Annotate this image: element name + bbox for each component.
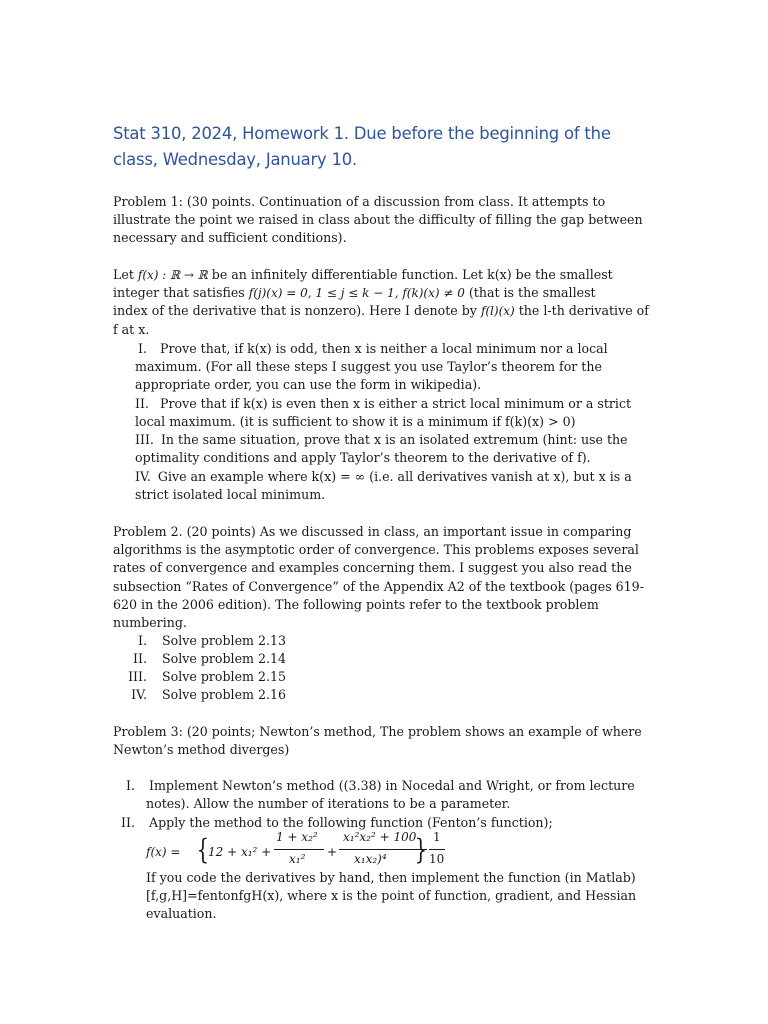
text: Solve problem 2.14 — [162, 651, 287, 666]
list-item-continuation: optimality conditions and apply Taylor’s theorem to the derivative of f). — [135, 450, 591, 465]
text: Apply the method to the following function (Fenton’s function); — [149, 815, 553, 830]
list-number: II. — [135, 396, 149, 411]
list-number: IV. — [131, 687, 147, 702]
fraction-denominator: x₁x₂)⁴ — [354, 852, 387, 866]
math-expression: f(l)(x) — [480, 304, 515, 319]
text-line: illustrate the point we raised in class about the difficulty of filling the gap between — [113, 212, 643, 228]
text-line — [113, 302, 658, 320]
text: integer that satisfies — [113, 285, 249, 301]
text-line — [113, 266, 658, 284]
problem1-intro — [113, 193, 658, 248]
list-item — [128, 632, 286, 650]
text-line: Newton’s method diverges) — [113, 742, 290, 758]
list-number: III. — [128, 669, 147, 684]
plus-sign: + — [327, 845, 338, 859]
text-line: Problem 1: (30 points. Continuation of a discussion from class. It attempts to — [113, 194, 606, 209]
list-item-continuation: notes). Allow the number of iterations to be a parameter. — [146, 796, 511, 811]
text: the l-th derivative of — [514, 303, 649, 319]
text: (that is the smallest — [464, 285, 596, 301]
text: Implement Newton’s method ((3.38) in Nocedal and Wright, or from lecture — [149, 778, 635, 793]
left-brace: { — [196, 833, 210, 866]
problem1-definition — [113, 266, 658, 339]
text-line: [f,g,H]=fentonfgH(x), where x is the point of function, gradient, and Hessian — [146, 888, 637, 904]
text: In the same situation, prove that x is an isolated extremum (hint: use the — [160, 432, 628, 447]
text-line: rates of convergence and examples concerning them. I suggest you also read the — [113, 560, 632, 576]
text: Solve problem 2.16 — [162, 687, 287, 702]
text-line: necessary and sufficient conditions). — [113, 230, 347, 246]
right-brace: } — [414, 833, 428, 866]
page-title — [113, 121, 658, 173]
text-line: Problem 2. (20 points) As we discussed in class, an important issue in comparing — [113, 524, 632, 539]
list-item — [113, 777, 635, 795]
fraction-numerator: 1 — [433, 830, 441, 844]
text: Solve problem 2.13 — [162, 633, 287, 648]
text: Let — [113, 267, 138, 282]
text-line: subsection “Rates of Convergence” of the Appendix A2 of the textbook (pages 619- — [113, 578, 644, 594]
list-item — [133, 340, 608, 358]
list-number: II. — [121, 815, 135, 830]
fraction-bar — [274, 849, 324, 850]
formula-lhs: f(x) = — [146, 845, 181, 859]
list-item — [113, 814, 553, 832]
text-line — [113, 284, 658, 302]
text: Prove that if k(x) is even then x is either a strict local minimum or a strict — [160, 396, 632, 411]
fraction-bar — [429, 849, 445, 850]
text: be an infinitely differentiable function. Let k(x) be the smallest — [207, 267, 613, 282]
list-item — [128, 668, 286, 686]
title-line: Stat 310, 2024, Homework 1. Due before the beginning of the — [113, 124, 611, 143]
math-expression: f(j)(x) = 0, 1 ≤ j ≤ k − 1, f(k)(x) ≠ 0 — [248, 286, 465, 301]
text-line: f at x. — [113, 321, 150, 337]
list-item — [133, 395, 631, 413]
fraction-denominator: x₁² — [289, 852, 306, 866]
list-number: II. — [133, 651, 147, 666]
list-item-continuation: local maximum. (it is sufficient to show it is a minimum if f(k)(x) > 0) — [135, 414, 576, 429]
text-line: Problem 3: (20 points; Newton’s method, The problem shows an example of where — [113, 724, 642, 739]
text-line: numbering. — [113, 615, 187, 631]
list-number: I. — [138, 341, 147, 356]
list-item-continuation: strict isolated local minimum. — [135, 487, 326, 502]
list-number: I. — [138, 633, 147, 648]
fraction-numerator: 1 + x₂² — [276, 830, 318, 844]
list-item — [128, 650, 286, 668]
list-item-continuation: maximum. (For all these steps I suggest you use Taylor’s theorem for the — [135, 359, 602, 374]
text: Give an example where k(x) = ∞ (i.e. all derivatives vanish at x), but x is a — [157, 469, 632, 484]
text-line: 620 in the 2006 edition). The following points refer to the textbook problem — [113, 596, 599, 612]
list-number: IV. — [135, 469, 151, 484]
list-item-continuation: appropriate order, you can use the form in wikipedia). — [135, 377, 482, 392]
list-item — [128, 686, 286, 704]
text: Prove that, if k(x) is odd, then x is neither a local minimum nor a local — [160, 341, 608, 356]
text-line: algorithms is the asymptotic order of convergence. This problems exposes several — [113, 542, 639, 558]
fenton-formula — [146, 832, 466, 874]
fraction-numerator: x₁²x₂² + 100 — [343, 830, 417, 844]
problem3-instructions — [146, 869, 656, 924]
list-item — [135, 431, 628, 449]
formula-term: 12 + x₁² + — [208, 845, 272, 859]
problem3-intro — [113, 723, 658, 759]
text: Solve problem 2.15 — [162, 669, 287, 684]
title-line: class, Wednesday, January 10. — [113, 150, 358, 169]
text-line: evaluation. — [146, 906, 217, 922]
list-item — [135, 468, 632, 486]
list-number: III. — [135, 432, 154, 447]
math-expression: f(x) : ℝ → ℝ — [137, 268, 208, 282]
text: index of the derivative that is nonzero). Here I denote by — [113, 303, 481, 319]
fraction-denominator: 10 — [429, 852, 445, 866]
problem2-intro — [113, 523, 658, 632]
list-number: I. — [126, 778, 135, 793]
text-line: If you code the derivatives by hand, then implement the function (in Matlab) — [146, 870, 636, 885]
